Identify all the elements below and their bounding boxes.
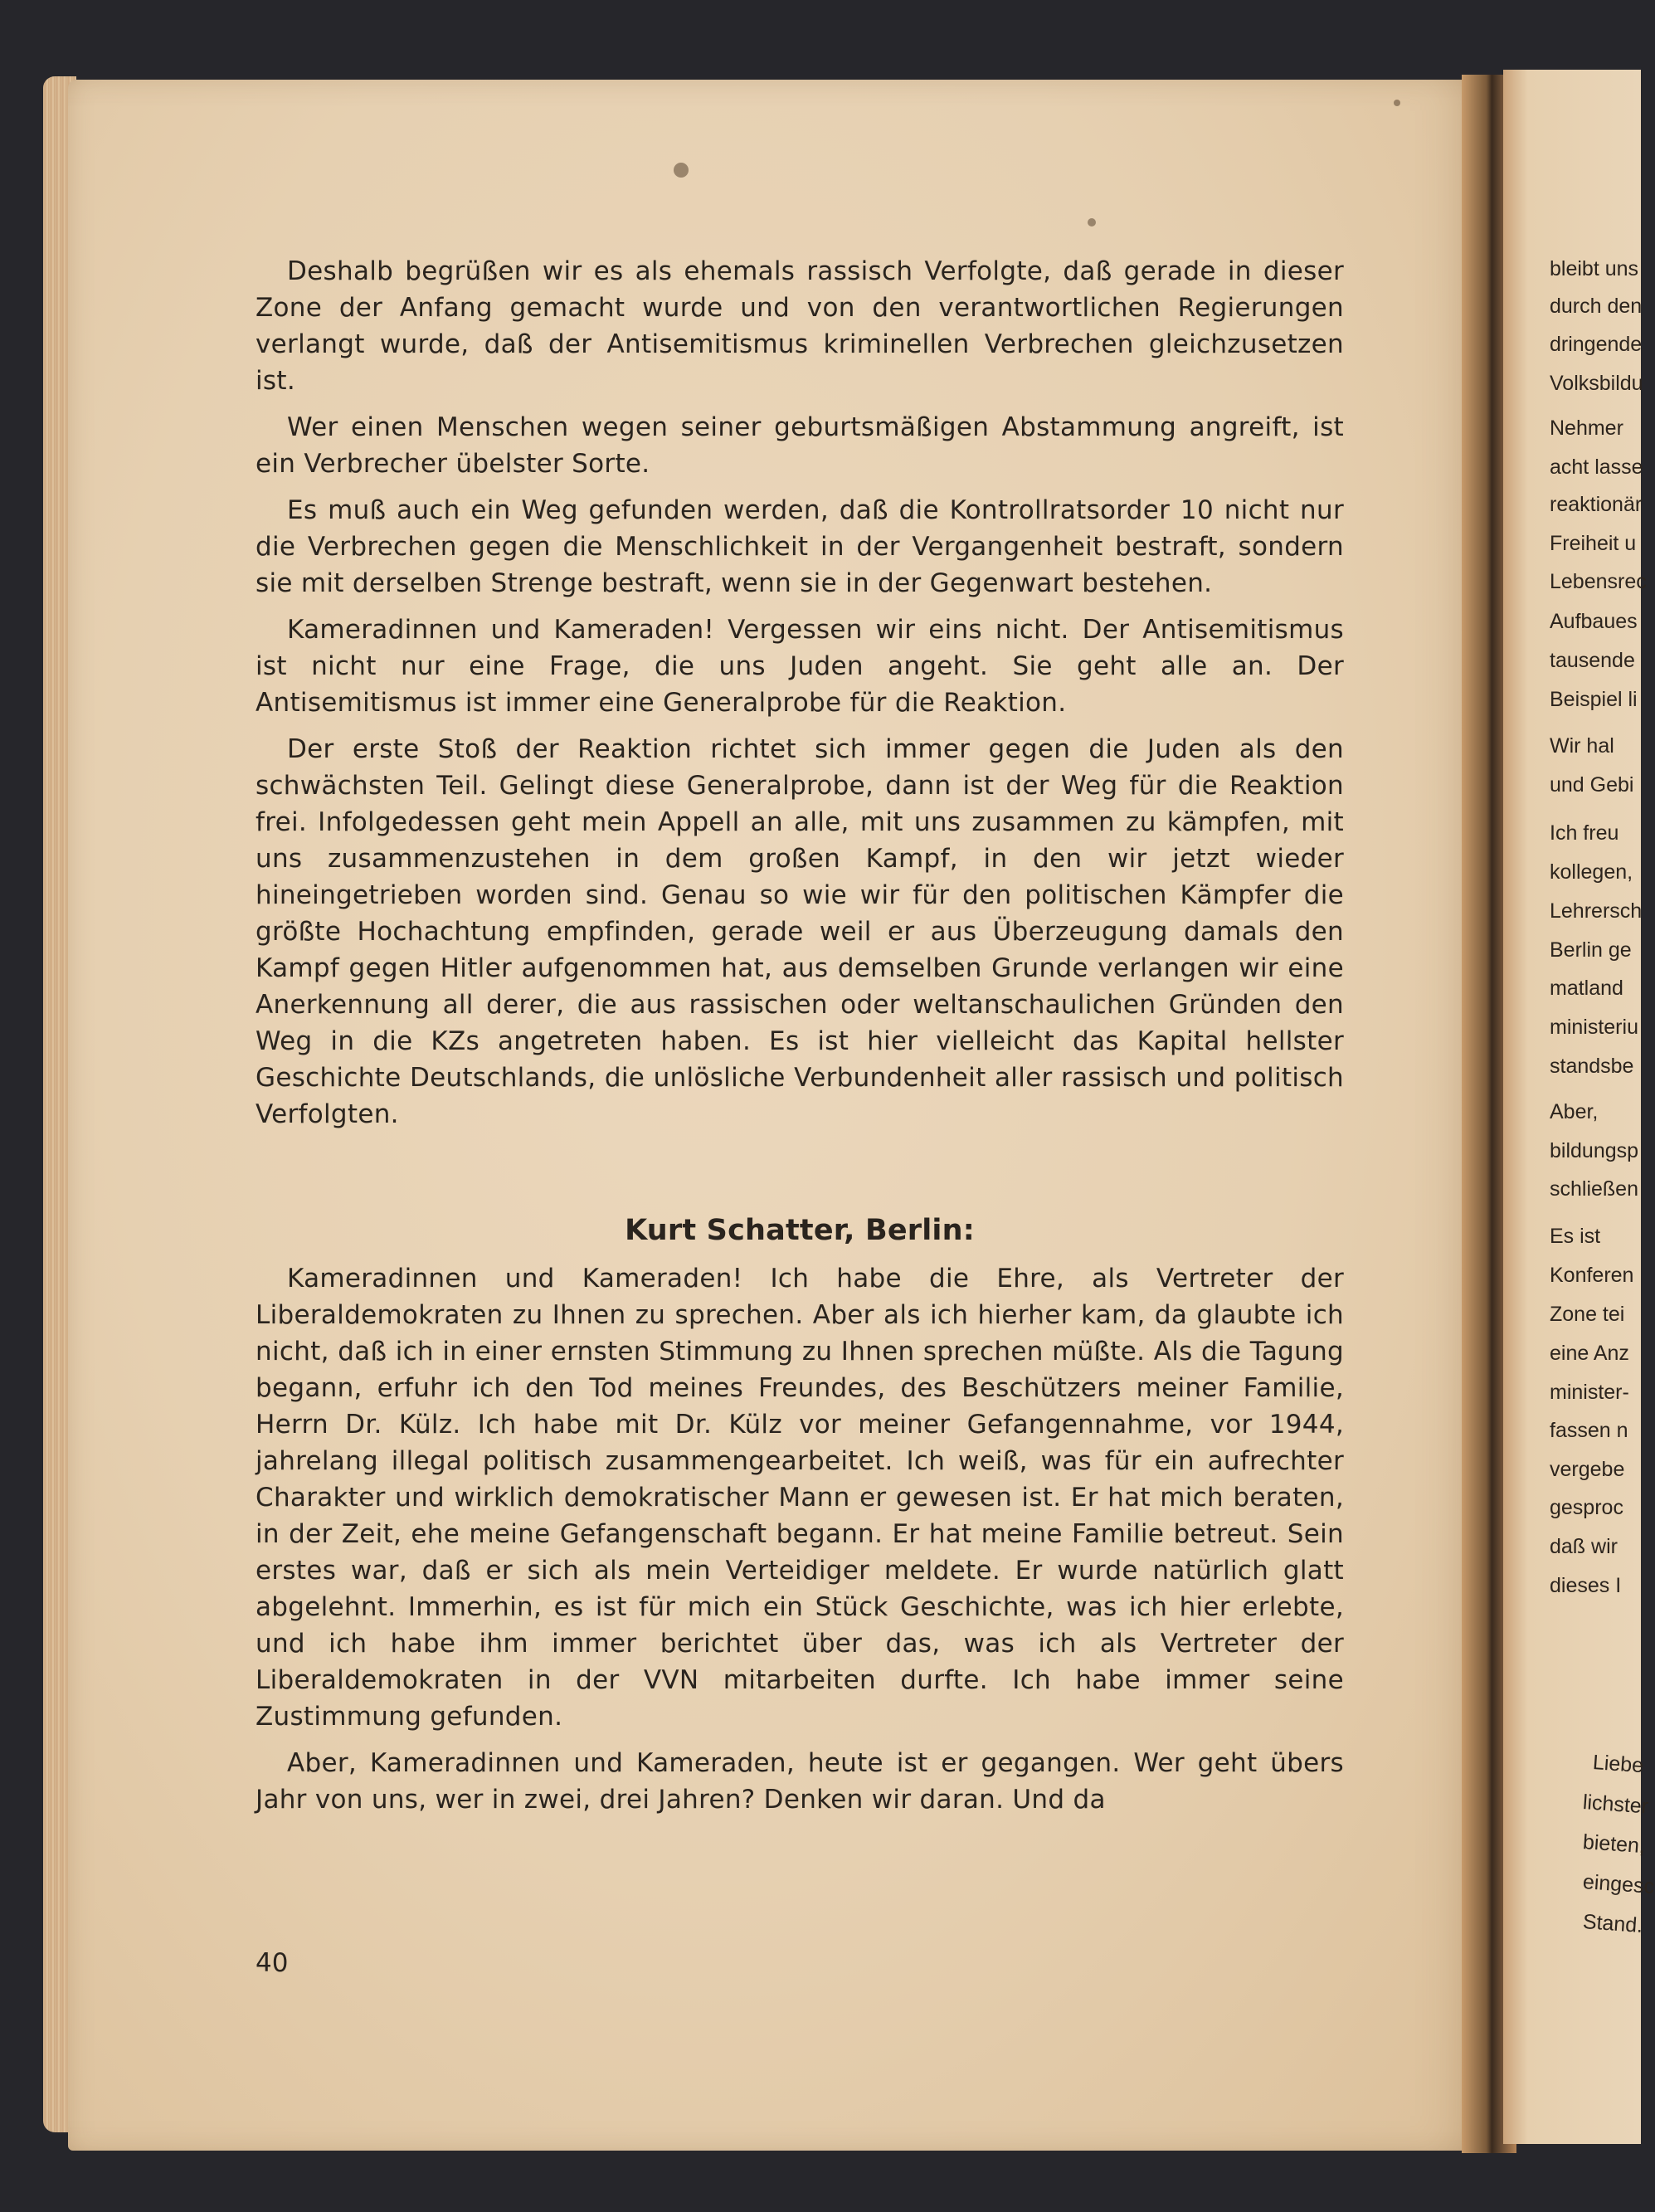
right-page-line: Liebe [1592, 1751, 1645, 1778]
right-page-line: Aber, [1550, 1100, 1599, 1123]
paper-speck [1088, 218, 1096, 227]
body-text [256, 253, 1344, 1828]
paragraph: Wer einen Menschen wegen seiner geburtsmäßigen Abstammung angreift, ist ein Verbrecher übelster Sorte. [256, 412, 1344, 479]
right-page-line: Berlin ge [1550, 938, 1632, 962]
paragraph: Kameradinnen und Kameraden! Ich habe die Ehre, als Vertreter der Liberaldemokraten zu Ihnen zu sprechen. Aber als ich hierher kam, da glaubte ich nicht, daß ich in einer ernsten Stimmung zu Ihnen sprechen müßte. Als die Tagung begann, erfuhr ich den Tod meines Freundes, des Beschützers meiner Familie, Herrn Dr. Külz. Ich habe mit Dr. Külz vor meiner Gefangennahme, vor 1944, jahrelang illegal politisch zusammengearbeitet. Ich weiß, was für ein aufrechter Charakter und wirklich demokratischer Mann er gewesen ist. Er hat mich beraten, in der Zeit, ehe meine Gefangenschaft begann. Er hat meine Familie betreut. Sein erstes war, daß er sich als mein Verteidiger meldete. Er wurde natürlich glatt abgelehnt. Immerhin, es ist für mich ein Stück Geschichte, was ich hier erlebte, und ich habe ihm immer berichtet über das, was ich als Vertreter der Liberaldemokraten in der VVN mitarbeiten durfte. Ich habe immer seine Zustimmung gefunden. [256, 1264, 1344, 1732]
right-page-line: tausende [1550, 649, 1635, 672]
right-page-line: bieten, [1582, 1830, 1646, 1859]
right-page-line: Nehmer [1550, 417, 1623, 440]
speaker-heading: Kurt Schatter, Berlin: [625, 1214, 975, 1247]
paragraph: Der erste Stoß der Reaktion richtet sich immer gegen die Juden als den schwächsten Teil. Gelingt diese Generalprobe, dann ist der Weg für die Reaktion frei. Infolgedessen geht mein Appell an alle, mit uns zusammen zu kämpfen, mit uns zusammenzustehen in dem großen Kampf, in den wir jetzt wieder hineingetrieben worden sind. Genau so wie wir für den politischen Kämpfer die größte Hochachtung empfinden, gerade weil er aus Überzeugung damals den Kampf gegen Hitler aufgenommen hat, aus demselben Grunde verlangen wir eine Anerkennung all derer, die aus rassischen oder weltanschaulichen Gründen den Weg in die KZs angetreten haben. Es ist hier vielleicht das Kapital hellster Geschichte Deutschlands, die unlösliche Verbundenheit aller rassisch und politisch Verfolgten. [256, 734, 1344, 1129]
right-page-line: und Gebi [1550, 773, 1634, 797]
right-page-line: Volksbildu [1550, 372, 1643, 395]
paragraph: Es muß auch ein Weg gefunden werden, daß die Kontrollratsorder 10 nicht nur die Verbrechen gegen die Menschlichkeit in der Vergangenheit bestraft, sondern sie mit derselben Strenge bestraft, wenn sie in der Gegenwart bestehen. [256, 495, 1344, 598]
right-page-line: Konferen [1550, 1264, 1634, 1287]
right-page-line: reaktionär [1550, 493, 1643, 516]
page-number: 40 [256, 1948, 289, 1978]
right-page-line: Aufbaues [1550, 610, 1638, 633]
paper-speck [674, 163, 689, 178]
right-page-line: Freiheit u [1550, 532, 1637, 555]
right-page-line: matland [1550, 977, 1623, 1000]
right-page-line: dringende [1550, 333, 1643, 356]
right-page-line: vergebe [1550, 1458, 1625, 1481]
right-page-line: lichster [1582, 1791, 1650, 1819]
right-page-line: Wir hal [1550, 734, 1614, 758]
right-page-line: Beispiel li [1550, 688, 1638, 711]
right-page-line: gesproc [1550, 1496, 1623, 1519]
right-page-line: fassen n [1550, 1419, 1628, 1442]
paragraph: Aber, Kameradinnen und Kameraden, heute ist er gegangen. Wer geht übers Jahr von uns, wer in zwei, drei Jahren? Denken wir daran. Und da [256, 1748, 1344, 1815]
right-page-line: durch den [1550, 295, 1643, 318]
right-page-line: daß wir [1550, 1535, 1618, 1558]
right-page-line: Stand. [1582, 1910, 1644, 1938]
right-page-line: bleibt uns [1550, 257, 1639, 280]
right-page-line: standsbe [1550, 1055, 1634, 1078]
right-page-line: Lehrersch [1550, 899, 1643, 923]
right-page-line: schließen [1550, 1177, 1638, 1201]
paragraph: Deshalb begrüßen wir es als ehemals rassisch Verfolgte, daß gerade in dieser Zone der Anfang gemacht wurde und von den verantwortlichen Regierungen verlangt wurde, daß der Antisemitismus kriminellen Verbrechen gleichzusetzen ist. [256, 256, 1344, 396]
right-page-line: Ich freu [1550, 821, 1619, 845]
right-page-line: Zone tei [1550, 1303, 1625, 1326]
right-page-line: minister- [1550, 1381, 1629, 1404]
paragraph: Kameradinnen und Kameraden! Vergessen wir eins nicht. Der Antisemitismus ist nicht nur eine Frage, die uns Juden angeht. Sie geht alle an. Der Antisemitismus ist immer eine Generalprobe für die Reaktion. [256, 615, 1344, 718]
right-page-line: eingesc [1582, 1870, 1655, 1898]
right-page-line: kollegen, [1550, 860, 1633, 884]
right-page-line: acht lasse [1550, 456, 1643, 479]
right-page-line: Es ist [1550, 1225, 1601, 1248]
right-page-line: Lebensrec [1550, 570, 1647, 593]
paper-speck [1394, 100, 1400, 106]
right-page-line: eine Anz [1550, 1342, 1629, 1365]
right-page-line: ministeriu [1550, 1016, 1638, 1039]
right-page-line: bildungsp [1550, 1139, 1639, 1162]
right-page-line: dieses I [1550, 1574, 1622, 1597]
